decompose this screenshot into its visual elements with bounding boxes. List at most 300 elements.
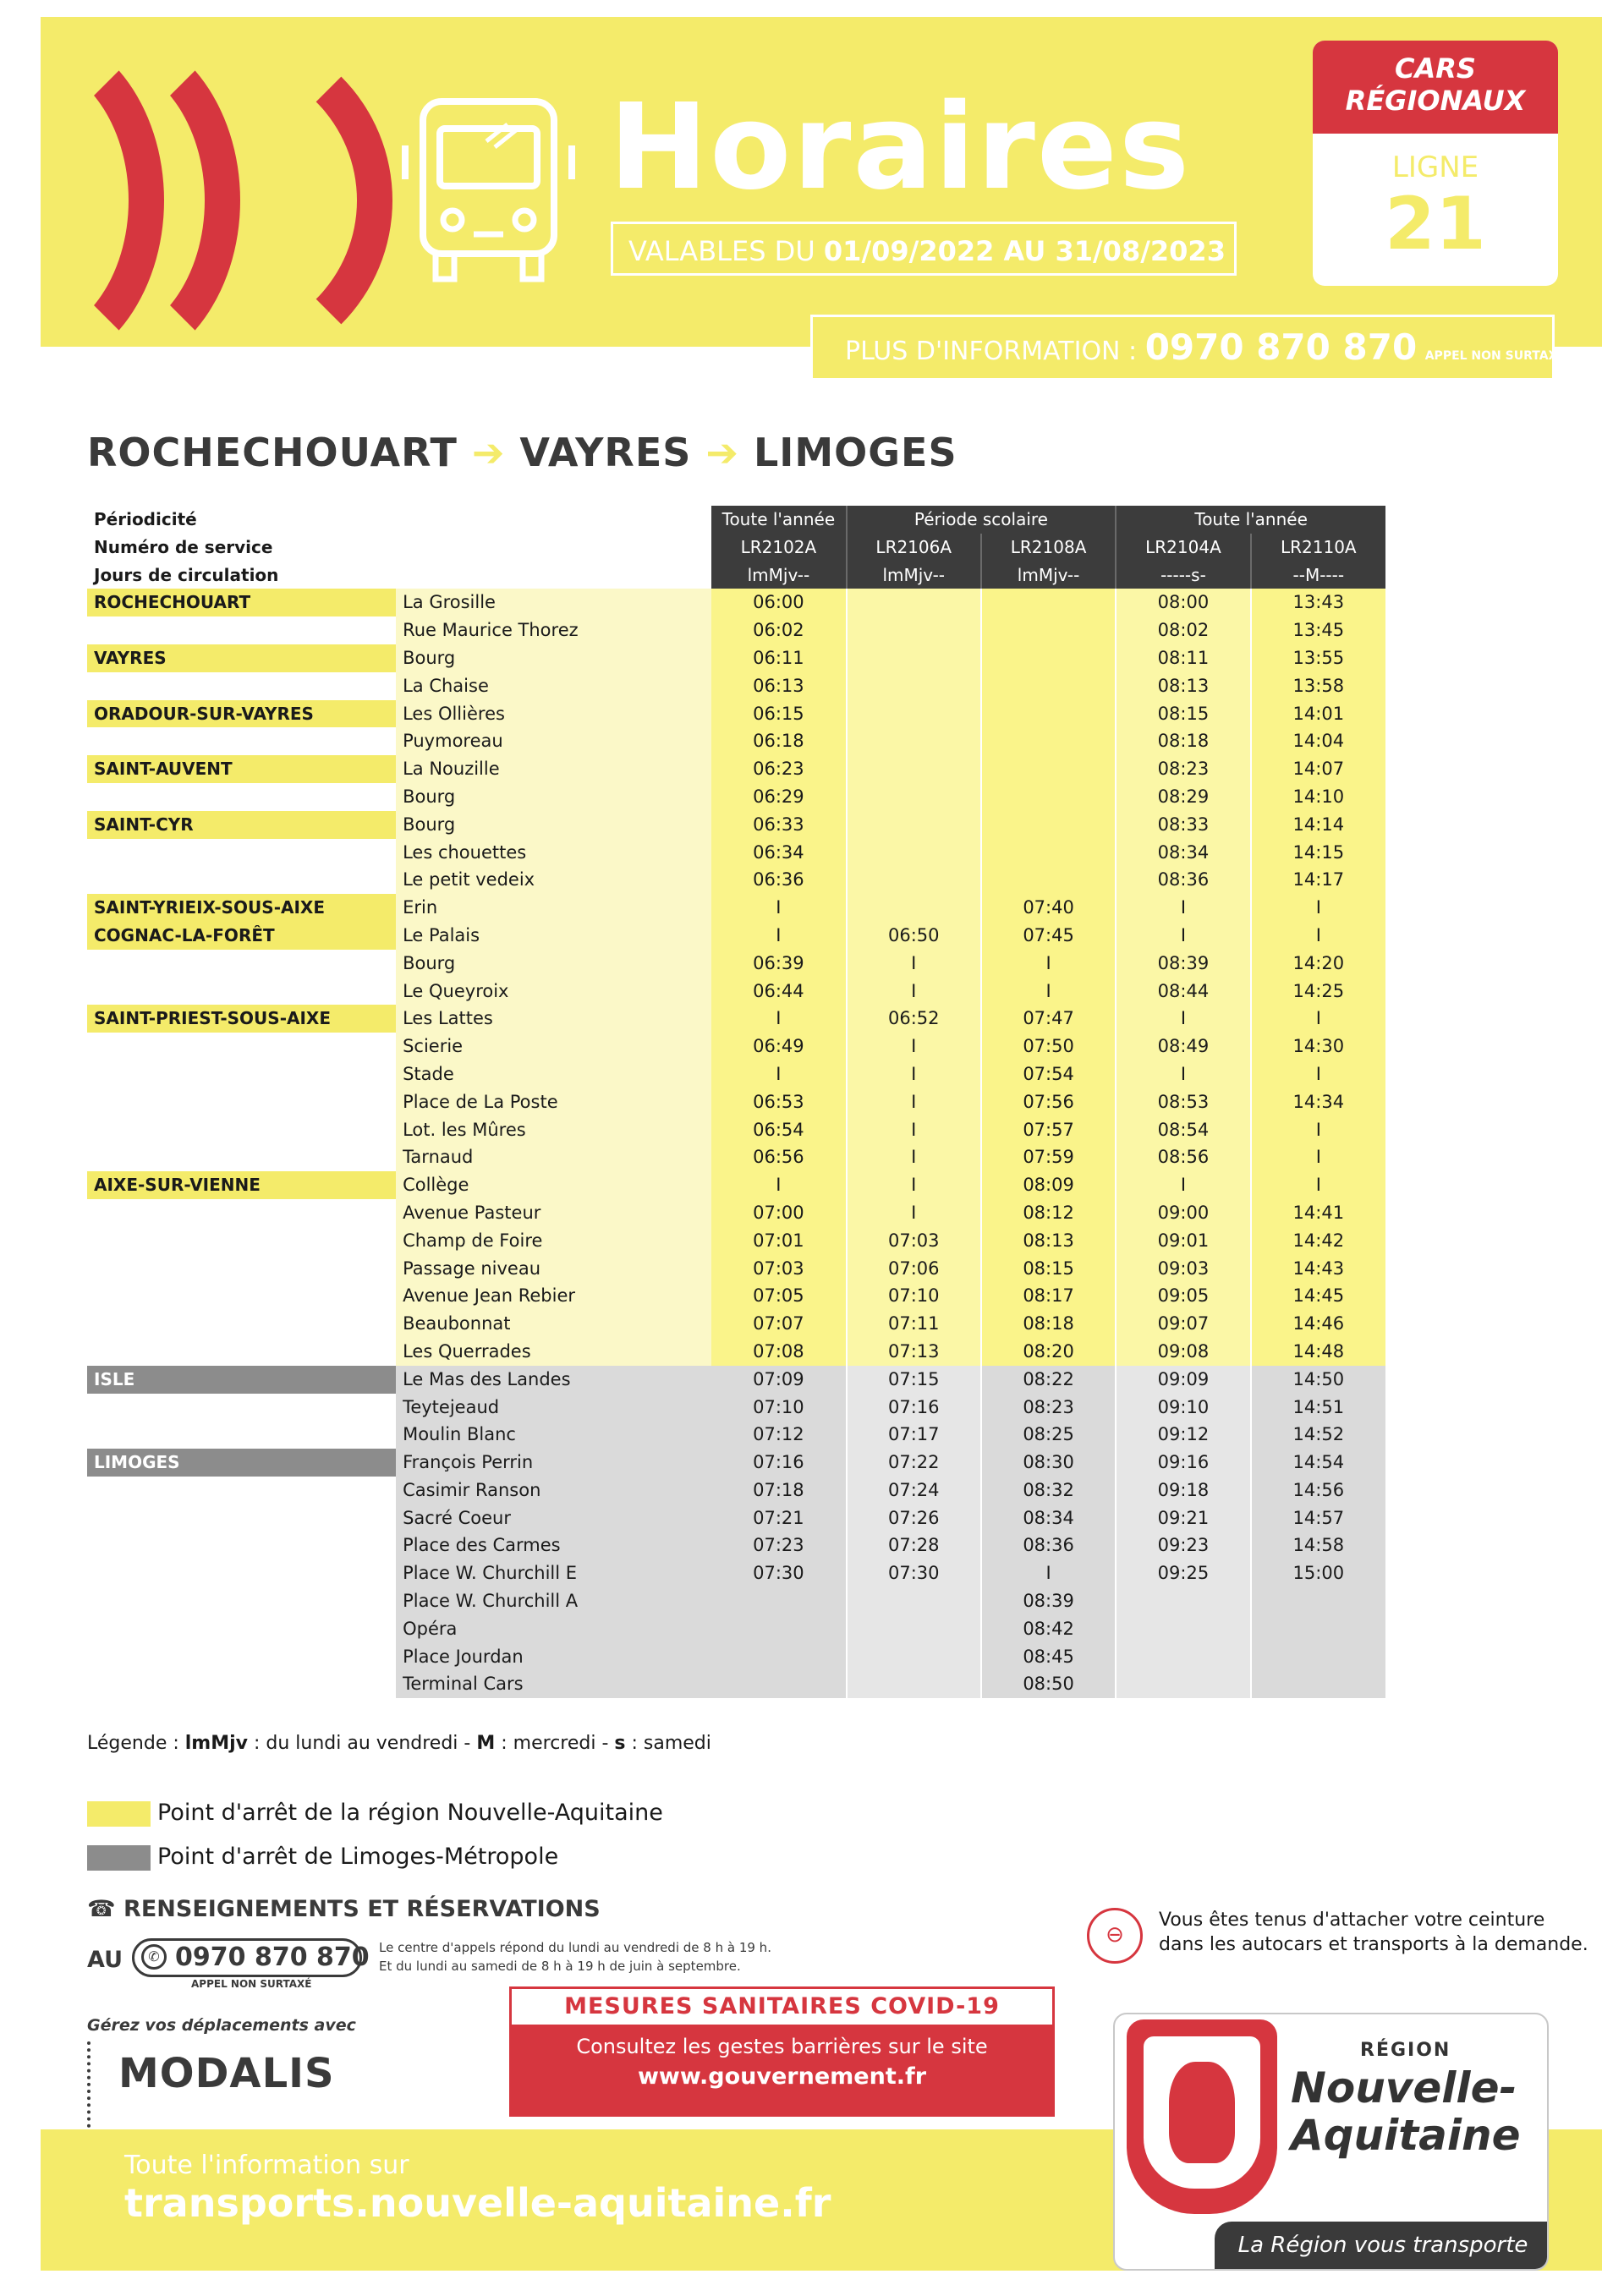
route-from: ROCHECHOUART: [87, 430, 458, 475]
stop-cell: Passage niveau: [396, 1255, 711, 1283]
time-cell: [981, 589, 1116, 616]
commune-cell: ROCHECHOUART: [87, 589, 396, 616]
table-row: [87, 1255, 1385, 1283]
time-cell: 07:47: [981, 1005, 1116, 1033]
time-cell: 07:12: [711, 1421, 846, 1449]
stop-cell: Terminal Cars: [396, 1670, 711, 1698]
time-cell: [847, 589, 981, 616]
time-cell: 08:45: [981, 1643, 1116, 1671]
commune-cell: [87, 950, 396, 978]
stop-cell: Place Jourdan: [396, 1643, 711, 1671]
time-cell: [847, 783, 981, 811]
time-cell: 07:11: [847, 1310, 981, 1338]
service-days: lmMjv--: [847, 562, 981, 589]
time-cell: 09:03: [1116, 1255, 1250, 1283]
validity-dates: 01/09/2022 AU 31/08/2023: [823, 235, 1226, 267]
time-cell: 14:25: [1251, 978, 1385, 1006]
commune-cell: SAINT-CYR: [87, 811, 396, 839]
time-cell: 06:36: [711, 866, 846, 894]
time-cell: 08:32: [981, 1477, 1116, 1504]
route-via: VAYRES: [519, 430, 692, 475]
time-cell: I: [711, 922, 846, 950]
covid-box: [509, 1986, 1055, 2117]
stop-cell: Le Palais: [396, 922, 711, 950]
legend-label-grey: Point d'arrêt de Limoges-Métropole: [157, 1844, 559, 1870]
time-cell: I: [1251, 922, 1385, 950]
time-cell: 08:23: [981, 1394, 1116, 1422]
time-cell: 09:16: [1116, 1449, 1250, 1477]
time-cell: 14:54: [1251, 1449, 1385, 1477]
time-cell: [847, 616, 981, 644]
stop-cell: Beaubonnat: [396, 1310, 711, 1338]
time-cell: 07:17: [847, 1421, 981, 1449]
time-cell: 06:23: [711, 755, 846, 783]
time-cell: 06:18: [711, 727, 846, 755]
time-cell: [847, 700, 981, 728]
time-cell: 14:52: [1251, 1421, 1385, 1449]
time-cell: [981, 755, 1116, 783]
time-cell: 07:54: [981, 1060, 1116, 1088]
table-row: [87, 672, 1385, 700]
stop-cell: Lot. les Mûres: [396, 1116, 711, 1144]
time-cell: 06:44: [711, 978, 846, 1006]
commune-cell: [87, 616, 396, 644]
modalis-logo[interactable]: MODALIS: [118, 2050, 335, 2097]
table-row: [87, 1005, 1385, 1033]
time-cell: 09:23: [1116, 1532, 1250, 1559]
badge-line-number: 21: [1385, 182, 1486, 266]
table-row: [87, 1088, 1385, 1116]
time-cell: [847, 811, 981, 839]
time-cell: [847, 672, 981, 700]
time-cell: 07:45: [981, 922, 1116, 950]
commune-cell: SAINT-YRIEIX-SOUS-AIXE: [87, 894, 396, 922]
time-cell: [981, 866, 1116, 894]
period-header: Toute l'année: [1116, 506, 1385, 534]
time-cell: 06:29: [711, 783, 846, 811]
time-cell: 06:00: [711, 589, 846, 616]
commune-cell: [87, 1477, 396, 1504]
stop-cell: Puymoreau: [396, 727, 711, 755]
time-cell: [711, 1615, 846, 1643]
footer-url-link[interactable]: transports.nouvelle-aquitaine.fr: [124, 2180, 831, 2226]
time-cell: 08:39: [1116, 950, 1250, 978]
legend-key: s: [614, 1733, 626, 1754]
time-cell: 14:01: [1251, 700, 1385, 728]
stop-cell: Casimir Ranson: [396, 1477, 711, 1504]
commune-cell: COGNAC-LA-FORÊT: [87, 922, 396, 950]
table-row: [87, 1366, 1385, 1394]
stop-cell: Place des Carmes: [396, 1532, 711, 1559]
table-row: [87, 1394, 1385, 1422]
region-tagline: La Région vous transporte: [1215, 2222, 1549, 2269]
time-cell: 07:15: [847, 1366, 981, 1394]
time-cell: 14:45: [1251, 1282, 1385, 1310]
table-row: [87, 644, 1385, 672]
time-cell: 08:17: [981, 1282, 1116, 1310]
table-row: [87, 1310, 1385, 1338]
stop-cell: Avenue Pasteur: [396, 1199, 711, 1227]
time-cell: 08:39: [981, 1587, 1116, 1615]
table-row: [87, 922, 1385, 950]
badge-ligne-label: LIGNE: [1391, 151, 1479, 184]
modalis-caption: Gérez vos déplacements avec: [87, 2016, 356, 2035]
stop-cell: Bourg: [396, 950, 711, 978]
time-cell: 07:13: [847, 1338, 981, 1366]
commune-cell: [87, 1615, 396, 1643]
stop-cell: Champ de Foire: [396, 1227, 711, 1255]
legend-swatch-yellow: [87, 1801, 151, 1827]
route-title: [87, 430, 957, 475]
time-cell: I: [847, 1116, 981, 1144]
time-cell: 07:03: [847, 1227, 981, 1255]
page-title: Horaires: [609, 79, 1192, 216]
table-row: [87, 700, 1385, 728]
lion-icon: [1169, 2062, 1235, 2163]
time-cell: 08:00: [1116, 589, 1250, 616]
time-cell: 08:42: [981, 1615, 1116, 1643]
table-row: [87, 1338, 1385, 1366]
commune-cell: [87, 1143, 396, 1171]
time-cell: 08:29: [1116, 783, 1250, 811]
service-days: lmMjv--: [711, 562, 846, 589]
time-cell: 08:22: [981, 1366, 1116, 1394]
time-cell: 14:30: [1251, 1033, 1385, 1060]
stop-cell: La Chaise: [396, 672, 711, 700]
time-cell: 08:36: [981, 1532, 1116, 1559]
service-number: LR2102A: [711, 534, 846, 562]
callcenter-line2: Et du lundi au samedi de 8 h à 19 h de juin à septembre.: [379, 1959, 741, 1974]
time-cell: 07:10: [847, 1282, 981, 1310]
stop-cell: Les Querrades: [396, 1338, 711, 1366]
covid-url-link[interactable]: www.gouvernement.fr: [637, 2063, 927, 2090]
time-cell: 08:53: [1116, 1088, 1250, 1116]
time-cell: [711, 1587, 846, 1615]
table-row: [87, 783, 1385, 811]
table-row: [87, 1282, 1385, 1310]
seatbelt-line1: Vous êtes tenus d'attacher votre ceinture: [1159, 1910, 1545, 1931]
legend-desc: : mercredi -: [495, 1733, 615, 1754]
time-cell: [847, 755, 981, 783]
header-row-services: [87, 534, 1385, 562]
covid-title: MESURES SANITAIRES COVID-19: [512, 1989, 1052, 2025]
time-cell: 06:50: [847, 922, 981, 950]
table-row: [87, 1060, 1385, 1088]
callcenter-hours: [379, 1938, 771, 1975]
commune-cell: [87, 1394, 396, 1422]
time-cell: 07:59: [981, 1143, 1116, 1171]
stop-cell: Place W. Churchill A: [396, 1587, 711, 1615]
stop-cell: Rue Maurice Thorez: [396, 616, 711, 644]
seatbelt-notice: [1159, 1908, 1588, 1957]
contact-phone[interactable]: 0970 870 870: [175, 1943, 370, 1972]
service-number: LR2108A: [981, 534, 1116, 562]
table-row: [87, 616, 1385, 644]
service-days: -----s-: [1116, 562, 1250, 589]
commune-cell: [87, 1421, 396, 1449]
commune-cell: [87, 1587, 396, 1615]
time-cell: 14:17: [1251, 866, 1385, 894]
commune-cell: [87, 1559, 396, 1587]
time-cell: 08:11: [1116, 644, 1250, 672]
contact-au: AU: [87, 1947, 123, 1973]
stop-cell: Bourg: [396, 644, 711, 672]
legend-label-yellow: Point d'arrêt de la région Nouvelle-Aquitaine: [157, 1800, 663, 1826]
numero-label: Numéro de service: [94, 536, 273, 557]
time-cell: 07:56: [981, 1088, 1116, 1116]
time-cell: [1116, 1643, 1250, 1671]
time-cell: 07:01: [711, 1227, 846, 1255]
time-cell: I: [847, 1143, 981, 1171]
commune-cell: [87, 1532, 396, 1559]
time-cell: 14:14: [1251, 811, 1385, 839]
time-cell: [847, 644, 981, 672]
time-cell: I: [1251, 894, 1385, 922]
stop-cell: François Perrin: [396, 1449, 711, 1477]
time-cell: 14:34: [1251, 1088, 1385, 1116]
time-cell: 08:18: [1116, 727, 1250, 755]
time-cell: 08:15: [981, 1255, 1116, 1283]
time-cell: 13:58: [1251, 672, 1385, 700]
time-cell: 15:00: [1251, 1559, 1385, 1587]
region-logo: [1113, 2013, 1549, 2271]
stop-cell: Erin: [396, 894, 711, 922]
time-cell: 08:33: [1116, 811, 1250, 839]
time-cell: 07:50: [981, 1033, 1116, 1060]
stop-cell: Bourg: [396, 783, 711, 811]
commune-cell: ORADOUR-SUR-VAYRES: [87, 700, 396, 728]
stop-cell: Le Mas des Landes: [396, 1366, 711, 1394]
time-cell: 14:20: [1251, 950, 1385, 978]
table-row: [87, 811, 1385, 839]
stop-cell: Sacré Coeur: [396, 1504, 711, 1532]
time-cell: 14:42: [1251, 1227, 1385, 1255]
time-cell: 09:07: [1116, 1310, 1250, 1338]
contact-title-text: RENSEIGNEMENTS ET RÉSERVATIONS: [123, 1896, 601, 1922]
stop-cell: Les Ollières: [396, 700, 711, 728]
table-row: [87, 1504, 1385, 1532]
time-cell: [981, 700, 1116, 728]
time-cell: [711, 1643, 846, 1671]
legend-desc: : du lundi au vendredi -: [248, 1733, 477, 1754]
commune-cell: [87, 783, 396, 811]
time-cell: [847, 866, 981, 894]
info-phone[interactable]: 0970 870 870: [1144, 326, 1418, 368]
stop-cell: Place de La Poste: [396, 1088, 711, 1116]
table-row: [87, 1559, 1385, 1587]
time-cell: [847, 1615, 981, 1643]
time-cell: 07:05: [711, 1282, 846, 1310]
time-cell: 06:53: [711, 1088, 846, 1116]
time-cell: 07:24: [847, 1477, 981, 1504]
region-shield-icon: [1127, 2019, 1277, 2214]
time-cell: 08:54: [1116, 1116, 1250, 1144]
time-cell: 13:45: [1251, 616, 1385, 644]
time-cell: 09:12: [1116, 1421, 1250, 1449]
info-prefix: PLUS D'INFORMATION :: [845, 337, 1145, 366]
time-cell: I: [711, 1005, 846, 1033]
timetable: [87, 506, 1385, 1698]
table-row: [87, 866, 1385, 894]
time-cell: [847, 839, 981, 867]
stop-cell: La Grosille: [396, 589, 711, 616]
time-cell: 06:54: [711, 1116, 846, 1144]
time-cell: 07:03: [711, 1255, 846, 1283]
time-cell: 07:09: [711, 1366, 846, 1394]
commune-cell: SAINT-AUVENT: [87, 755, 396, 783]
commune-cell: VAYRES: [87, 644, 396, 672]
time-cell: I: [981, 1559, 1116, 1587]
table-row: [87, 1532, 1385, 1559]
service-days: --M----: [1251, 562, 1385, 589]
commune-cell: SAINT-PRIEST-SOUS-AIXE: [87, 1005, 396, 1033]
time-cell: I: [1251, 1060, 1385, 1088]
commune-cell: [87, 1504, 396, 1532]
commune-cell: [87, 1088, 396, 1116]
table-row: [87, 1116, 1385, 1144]
bus-icon: [402, 95, 575, 285]
time-cell: 09:05: [1116, 1282, 1250, 1310]
time-cell: 14:10: [1251, 783, 1385, 811]
time-cell: 07:00: [711, 1199, 846, 1227]
stop-cell: Moulin Blanc: [396, 1421, 711, 1449]
time-cell: 06:11: [711, 644, 846, 672]
contact-title: [87, 1896, 601, 1922]
time-cell: 14:56: [1251, 1477, 1385, 1504]
time-cell: 09:10: [1116, 1394, 1250, 1422]
stop-cell: Opéra: [396, 1615, 711, 1643]
region-name-line1: Nouvelle-: [1291, 2063, 1517, 2112]
time-cell: I: [847, 1033, 981, 1060]
commune-cell: [87, 1255, 396, 1283]
stop-cell: La Nouzille: [396, 755, 711, 783]
jours-label: Jours de circulation: [94, 564, 279, 585]
commune-cell: [87, 1282, 396, 1310]
time-cell: 07:06: [847, 1255, 981, 1283]
time-cell: 07:18: [711, 1477, 846, 1504]
time-cell: [981, 644, 1116, 672]
time-cell: I: [847, 1088, 981, 1116]
stop-cell: Teytejeaud: [396, 1394, 711, 1422]
time-cell: 06:56: [711, 1143, 846, 1171]
time-cell: [1251, 1670, 1385, 1698]
time-cell: 14:50: [1251, 1366, 1385, 1394]
commune-cell: [87, 1199, 396, 1227]
time-cell: [981, 783, 1116, 811]
service-number: LR2106A: [847, 534, 981, 562]
service-number: LR2110A: [1251, 534, 1385, 562]
time-cell: 09:08: [1116, 1338, 1250, 1366]
table-row: [87, 839, 1385, 867]
time-cell: 08:15: [1116, 700, 1250, 728]
validity-banner: [611, 222, 1237, 276]
table-row: [87, 1421, 1385, 1449]
table-row: [87, 1449, 1385, 1477]
time-cell: [847, 1643, 981, 1671]
table-row: [87, 589, 1385, 616]
time-cell: 08:49: [1116, 1033, 1250, 1060]
table-row: [87, 727, 1385, 755]
time-cell: 07:57: [981, 1116, 1116, 1144]
time-cell: 07:21: [711, 1504, 846, 1532]
stop-cell: Avenue Jean Rebier: [396, 1282, 711, 1310]
time-cell: [711, 1670, 846, 1698]
time-cell: 08:30: [981, 1449, 1116, 1477]
table-row: [87, 755, 1385, 783]
time-cell: I: [847, 978, 981, 1006]
table-row: [87, 1587, 1385, 1615]
time-cell: 08:56: [1116, 1143, 1250, 1171]
time-cell: I: [847, 1199, 981, 1227]
table-row: [87, 950, 1385, 978]
time-cell: 06:15: [711, 700, 846, 728]
time-cell: [847, 727, 981, 755]
stop-cell: Scierie: [396, 1033, 711, 1060]
table-row: [87, 1171, 1385, 1199]
table-row: [87, 1033, 1385, 1060]
red-swoosh-3: [42, 25, 392, 375]
time-cell: 13:55: [1251, 644, 1385, 672]
info-suffix: APPEL NON SURTAXÉ: [1424, 349, 1566, 363]
stop-cell: Le petit vedeix: [396, 866, 711, 894]
time-cell: [1116, 1615, 1250, 1643]
commune-cell: [87, 1643, 396, 1671]
table-row: [87, 1670, 1385, 1698]
commune-cell: ISLE: [87, 1366, 396, 1394]
time-cell: I: [981, 978, 1116, 1006]
time-cell: 14:58: [1251, 1532, 1385, 1559]
time-cell: 13:43: [1251, 589, 1385, 616]
stop-cell: Les Lattes: [396, 1005, 711, 1033]
time-cell: [1116, 1587, 1250, 1615]
modalis-bar-icon: [87, 2041, 99, 2134]
time-cell: 08:09: [981, 1171, 1116, 1199]
time-cell: I: [847, 1171, 981, 1199]
time-cell: [981, 839, 1116, 867]
header-row-periodicite: [87, 506, 1385, 534]
time-cell: [1251, 1643, 1385, 1671]
time-cell: 06:33: [711, 811, 846, 839]
contact-phone-pill[interactable]: [132, 1938, 370, 1977]
table-row: [87, 1227, 1385, 1255]
service-number: LR2104A: [1116, 534, 1250, 562]
time-cell: I: [847, 1060, 981, 1088]
header-row-days: [87, 562, 1385, 589]
time-cell: 09:00: [1116, 1199, 1250, 1227]
footer-caption: Toute l'information sur: [124, 2151, 409, 2180]
time-cell: 06:49: [711, 1033, 846, 1060]
stop-cell: Place W. Churchill E: [396, 1559, 711, 1587]
time-cell: I: [1116, 1005, 1250, 1033]
route-arrow-icon: ➔: [471, 430, 506, 475]
time-cell: 08:20: [981, 1338, 1116, 1366]
commune-cell: [87, 1033, 396, 1060]
commune-cell: [87, 1060, 396, 1088]
time-cell: 06:02: [711, 616, 846, 644]
stop-cell: Stade: [396, 1060, 711, 1088]
time-cell: I: [1116, 1171, 1250, 1199]
time-cell: 08:36: [1116, 866, 1250, 894]
table-row: [87, 1143, 1385, 1171]
time-cell: 07:23: [711, 1532, 846, 1559]
legend-key: M: [476, 1733, 496, 1754]
time-cell: 08:02: [1116, 616, 1250, 644]
time-cell: I: [1251, 1116, 1385, 1144]
region-label: RÉGION: [1360, 2040, 1451, 2061]
time-cell: 08:13: [1116, 672, 1250, 700]
time-cell: 07:22: [847, 1449, 981, 1477]
time-cell: [981, 811, 1116, 839]
